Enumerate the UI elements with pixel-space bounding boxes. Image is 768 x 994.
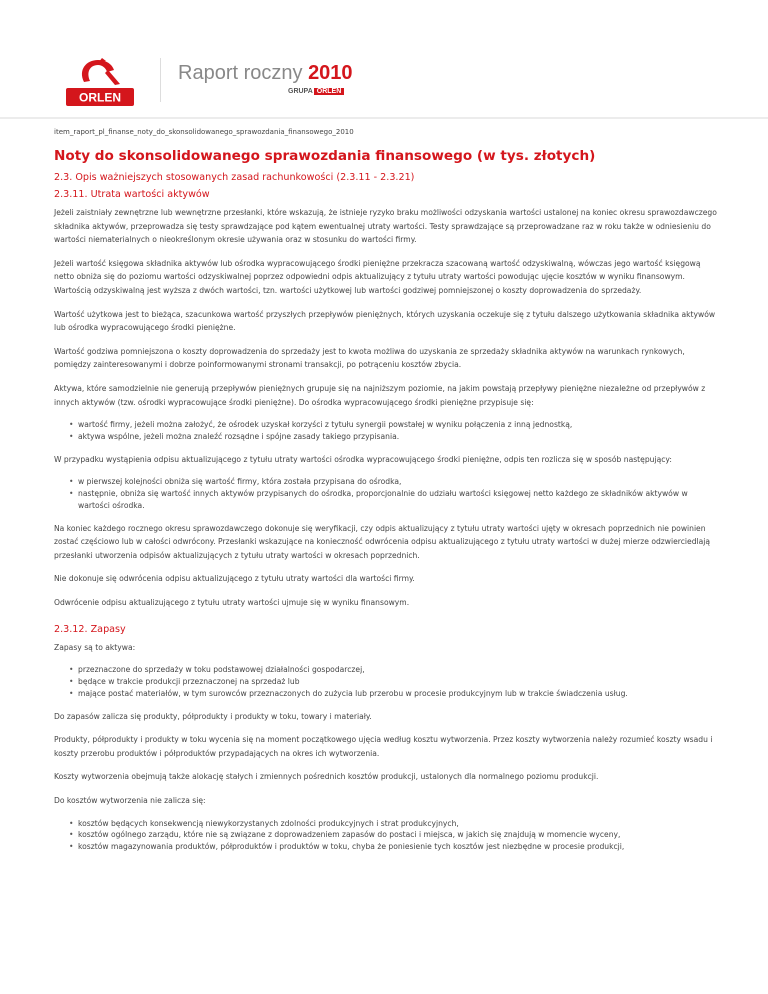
grupa-brand-badge: ORLEN [314, 88, 345, 95]
report-year: 2010 [308, 62, 353, 84]
paragraph: Na koniec każdego rocznego okresu sprawozdawczego dokonuje się weryfikacji, czy odpis aktualizujący z tytułu utraty wartości ujęty w okresach poprzednich nie powinien zostać częściowo lub w całości odwrócony. Przesłanki wskazujące na konieczność odwrócenia odpisu aktualizującego z tytułu utraty wartości w dużej mierze odzwierciedlają przesłanki utworzenia odpisów aktualizujących z tytułu utraty wartości w okresach poprzednich. [54, 523, 711, 560]
paragraph: W przypadku wystąpienia odpisu aktualizującego z tytułu utraty wartości ośrodka wypracowującego środki pieniężne, odpis ten rozlicza się w sposób następujący: [54, 454, 672, 464]
bullet-list [54, 664, 718, 699]
paragraph: Jeżeli wartość księgowa składnika aktywów lub ośrodka wypracowującego środki pieniężne przekracza szacowaną wartość odzyskiwalną, wówczas jego wartość księgową netto obniża się do poziomu wartości odzyskiwalnej poprzez odpowiedni odpis aktualizujący z tytułu utraty wartości powodując ujęcie kosztów w wyniku finansowym. Wartością odzyskiwalną jest wyższa z dwóch wartości, tzn. wartości użytkowej lub wartości godziwej pomniejszonej o koszty doprowadzenia do sprzedaży. [54, 258, 701, 295]
paragraph: Odwrócenie odpisu aktualizującego z tytułu utraty wartości ujmuje się w wyniku finansowym. [54, 598, 410, 608]
bullet-list [54, 476, 718, 511]
list-item: • kosztów będących konsekwencją niewykorzystanych zdolności produkcyjnych i strat produkcyjnych, [78, 818, 718, 830]
grupa-text: GRUPA [288, 88, 313, 95]
list-item: • następnie, obniża się wartość innych aktywów przypisanych do ośrodka, proporcjonalnie do udziału wartości księgowej netto każdego ze składników aktywów w wartości ośrodka. [78, 488, 718, 512]
header-divider [160, 58, 161, 102]
list-item: • aktywa wspólne, jeżeli można znaleźć rozsądne i spójne zasady takiego przypisania. [78, 431, 718, 443]
paragraph: Do zapasów zalicza się produkty, półprodukty i produkty w toku, towary i materiały. [54, 711, 372, 721]
subsection-heading-inventories: 2.3.12. Zapasy [54, 623, 126, 635]
section-heading: 2.3. Opis ważniejszych stosowanych zasad rachunkowości (2.3.11 - 2.3.21) [54, 172, 415, 183]
report-title [178, 62, 353, 85]
paragraph: Produkty, półprodukty i produkty w toku wycenia się na moment początkowego ujęcia według kosztu wytworzenia. Przez koszty wytworzenia należy rozumieć koszty wsadu i koszty przerobu produktów i półproduktów przypadających na okres ich wytworzenia. [54, 735, 713, 758]
main-heading: Noty do skonsolidowanego sprawozdania finansowego (w tys. złotych) [54, 148, 596, 164]
header-rule [0, 117, 768, 119]
report-header [0, 0, 768, 120]
paragraph: Aktywa, które samodzielnie nie generują przepływów pieniężnych grupuje się na najniższym poziomie, na jakim powstają przepływy pieniężne niezależne od przepływów z innych aktywów (tzw. ośrodki wypracowujące środki pieniężne). Do ośrodka wypracowującego środki pieniężne przypisuje się: [54, 383, 706, 407]
subsection-heading-impairment: 2.3.11. Utrata wartości aktywów [54, 189, 210, 200]
list-item: • będące w trakcie produkcji przeznaczonej na sprzedaż lub [78, 676, 718, 688]
paragraph: Nie dokonuje się odwrócenia odpisu aktualizującego z tytułu utraty wartości dla wartości firmy. [54, 574, 415, 584]
list-item: • kosztów ogólnego zarządu, które nie są związane z doprowadzeniem zapasów do postaci i miejsca, w jakich się znajdują w momencie wyceny, [78, 829, 718, 841]
item-identifier: item_raport_pl_finanse_noty_do_skonsolidowanego_sprawozdania_finansowego_2010 [54, 128, 354, 136]
list-item: • wartość firmy, jeżeli można założyć, że ośrodek uzyskał korzyści z tytułu synergii powstałej w wyniku połączenia z inną jednostką, [78, 419, 718, 431]
bullet-list [54, 419, 718, 443]
list-item: • mające postać materiałów, w tym surowców przeznaczonych do zużycia lub przerobu w procesie produkcyjnym lub w trakcie świadczenia usług. [78, 688, 718, 700]
grupa-orlen-label [288, 88, 344, 95]
report-title-text: Raport roczny [178, 62, 303, 84]
logo-text: ORLEN [79, 90, 121, 105]
bullet-list [54, 818, 718, 853]
orlen-logo [62, 54, 138, 108]
list-item: • w pierwszej kolejności obniża się wartość firmy, która została przypisana do ośrodka, [78, 476, 718, 488]
paragraph: Koszty wytworzenia obejmują także alokację stałych i zmiennych pośrednich kosztów produkcji, ustalonych dla normalnego poziomu produkcji. [54, 772, 599, 782]
paragraph: Wartość użytkowa jest to bieżąca, szacunkowa wartość przyszłych przepływów pieniężnych, których uzyskania oczekuje się z tytułu dalszego użytkowania składnika aktywów lub ośrodka wypracowującego środki pieniężne. [54, 309, 716, 333]
paragraph: Jeżeli zaistniały zewnętrzne lub wewnętrzne przesłanki, które wskazują, że istnieje ryzyko braku możliwości odzyskania wartości ustalonej na koniec okresu sprawozdawczego składnika aktywów, przeprowadza się testy sprawdzające pod kątem ewentualnej utraty wartości. Testy sprawdzające są przeprowadzane raz w roku także w odniesieniu do wartości niematerialnych o nieokreślonym okresie używania oraz w stosunku do wartości firmy. [54, 208, 717, 245]
list-item: • kosztów magazynowania produktów, półproduktów i produktów w toku, chyba że poniesienie tych kosztów jest niezbędne w procesie produkcji, [78, 841, 718, 853]
list-item: • przeznaczone do sprzedaży w toku podstawowej działalności gospodarczej, [78, 664, 718, 676]
paragraph: Zapasy są to aktywa: [54, 642, 136, 652]
paragraph: Do kosztów wytworzenia nie zalicza się: [54, 796, 206, 806]
document-body [54, 148, 718, 863]
paragraph: Wartość godziwa pomniejszona o koszty doprowadzenia do sprzedaży jest to kwota możliwa do uzyskania ze sprzedaży składnika aktywów na warunkach rynkowych, pomiędzy zainteresowanymi i dobrze poinformowanymi stronami transakcji, po potrąceniu kosztów zbycia. [54, 346, 685, 370]
